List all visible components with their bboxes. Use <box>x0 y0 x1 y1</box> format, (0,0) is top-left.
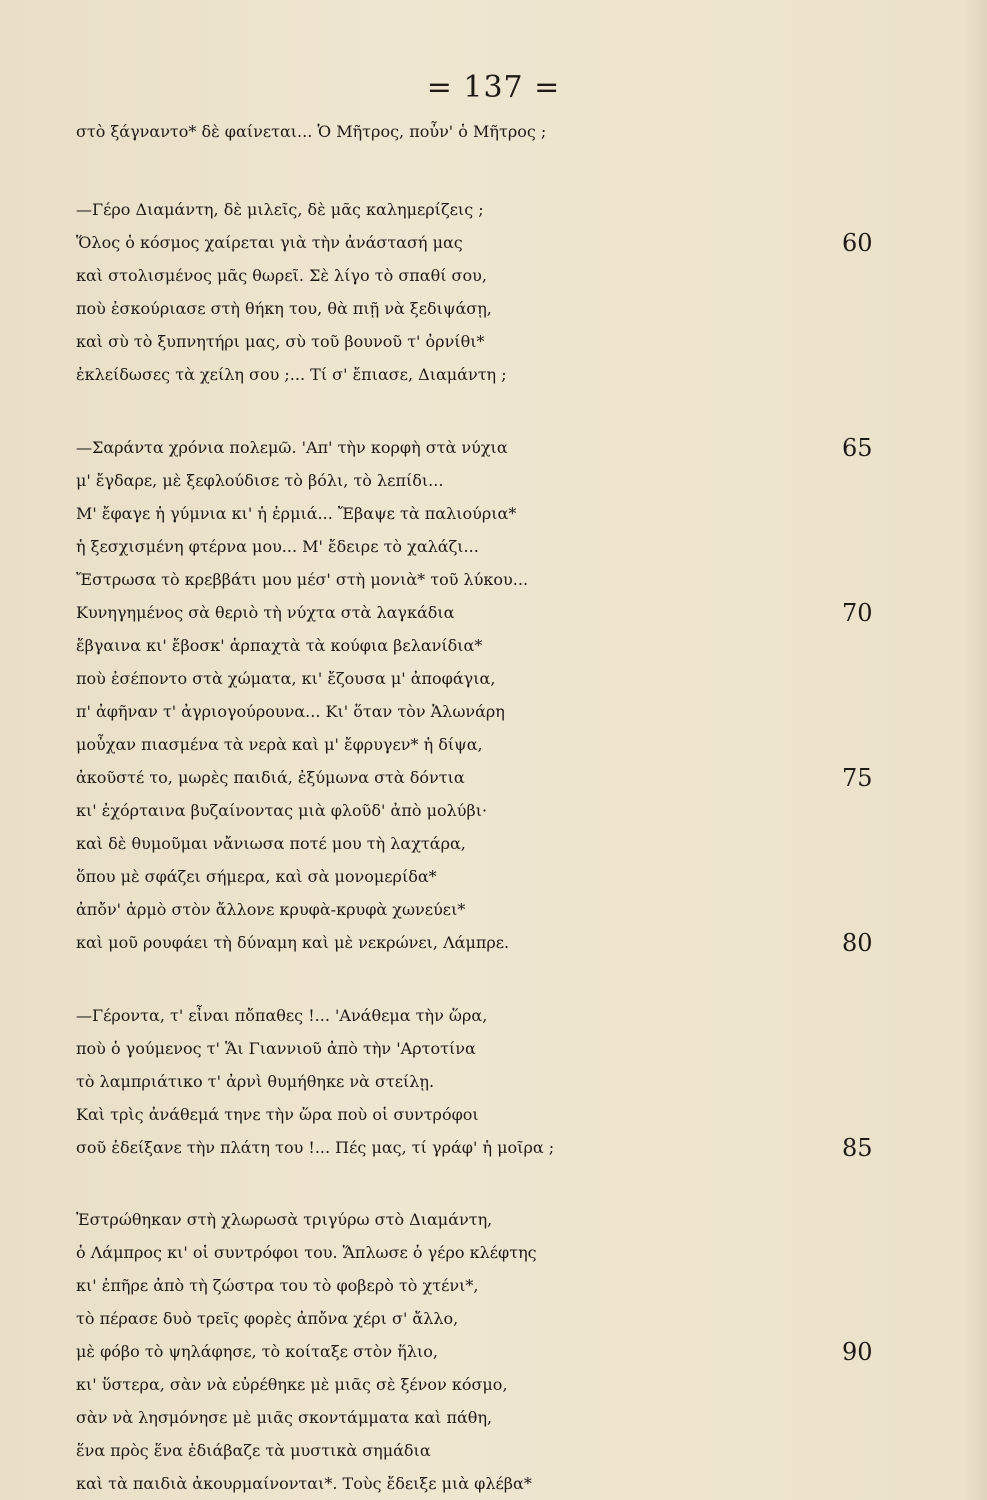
verse-line: σοῦ ἐδείξανε τὴν πλάτη του !... Πές μας, τί γράφ' ἡ μοῖρα ; <box>76 1138 555 1157</box>
verse-line: ἀκοῦστέ το, μωρὲς παιδιά, ἐξύμωνα στὰ δόντια <box>76 768 465 787</box>
verse-line: Ἔστρωσα τὸ κρεββάτι μου μέσ' στὴ μονιὰ* τοῦ λύκου... <box>76 570 529 589</box>
verse-line: κι' ὕστερα, σὰν νὰ εὐρέθηκε μὲ μιᾶς σὲ ξένον κόσμο, <box>76 1375 508 1394</box>
line-number: 85 <box>842 1134 873 1162</box>
line-number: 90 <box>842 1338 873 1366</box>
verse-line: μ' ἔγδαρε, μὲ ξεφλούδισε τὸ βόλι, τὸ λεπίδι... <box>76 471 444 490</box>
verse-line: καὶ τὰ παιδιὰ ἀκουρμαίνονται*. Τοὺς ἔδειξε μιὰ φλέβα* <box>76 1474 532 1493</box>
line-number: 80 <box>842 929 873 957</box>
verse-line: ποὺ ἐσκούριασε στὴ θήκη του, θὰ πιῇ νὰ ξεδιψάσῃ, <box>76 299 492 318</box>
verse-line: Μ' ἔφαγε ἡ γύμνια κι' ἡ ἐρμιά... Ἔβαψε τὰ παλιούρια* <box>76 504 517 523</box>
verse-line: στὸ ξάγναντο* δὲ φαίνεται... Ὁ Μῆτρος, ποὖν' ὁ Μῆτρος ; <box>76 122 547 141</box>
verse-line: ἔβγαινα κι' ἔβοσκ' ἁρπαχτὰ τὰ κούφια βελανίδια* <box>76 636 483 655</box>
line-number: 75 <box>842 764 873 792</box>
verse-line: μοὖχαν πιασμένα τὰ νερὰ καὶ μ' ἔφρυγεν* ἡ δίψα, <box>76 735 483 754</box>
verse-line: τὸ πέρασε δυὸ τρεῖς φορὲς ἀπὄνα χέρι σ' ἄλλο, <box>76 1309 459 1328</box>
line-number: 70 <box>842 599 873 627</box>
verse-line: καὶ μοῦ ρουφάει τὴ δύναμη καὶ μὲ νεκρώνει, Λάμπρε. <box>76 933 510 952</box>
verse-line: καὶ στολισμένος μᾶς θωρεῖ. Σὲ λίγο τὸ σπαθί σου, <box>76 266 487 285</box>
verse-line: ἀπὄν' ἁρμὸ στὸν ἄλλονε κρυφὰ-κρυφὰ χωνεύει* <box>76 900 466 919</box>
verse-line: ποὺ ἐσέποντο στὰ χώματα, κι' ἔζουσα μ' ἀποφάγια, <box>76 669 496 688</box>
verse-line: Ὅλος ὁ κόσμος χαίρεται γιὰ τὴν ἀνάστασή μας <box>76 233 463 252</box>
page-edge-shadow <box>963 0 987 1500</box>
verse-line: ἕνα πρὸς ἕνα ἐδιάβαζε τὰ μυστικὰ σημάδια <box>76 1441 431 1460</box>
verse-line: καὶ σὺ τὸ ξυπνητήρι μας, σὺ τοῦ βουνοῦ τ' ὀρνίθι* <box>76 332 485 351</box>
line-number: 65 <box>842 434 873 462</box>
verse-line: Ἐστρώθηκαν στὴ χλωρωσὰ τριγύρω στὸ Διαμάντη, <box>76 1210 493 1229</box>
verse-line: κι' ἐπῆρε ἀπὸ τὴ ζώστρα του τὸ φοβερὸ τὸ χτένι*, <box>76 1276 479 1295</box>
verse-line: ἡ ξεσχισμένη φτέρνα μου... Μ' ἔδειρε τὸ χαλάζι... <box>76 537 479 556</box>
line-number: 60 <box>842 229 873 257</box>
verse-line: Κυνηγημένος σὰ θεριὸ τὴ νύχτα στὰ λαγκάδια <box>76 603 455 622</box>
verse-line: μὲ φόβο τὸ ψηλάφησε, τὸ κοίταξε στὸν ἥλιο, <box>76 1342 438 1361</box>
verse-line: —Γέρο Διαμάντη, δὲ μιλεῖς, δὲ μᾶς καλημερίζεις ; <box>76 200 484 219</box>
verse-line: καὶ δὲ θυμοῦμαι νἄνιωσα ποτέ μου τὴ λαχτάρα, <box>76 834 466 853</box>
verse-line: ἐκλείδωσες τὰ χείλη σου ;... Τί σ' ἔπιασε, Διαμάντη ; <box>76 365 507 384</box>
verse-line: —Γέροντα, τ' εἶναι πὄπαθες !... 'Ανάθεμα τὴν ὥρα, <box>76 1006 488 1025</box>
verse-line: —Σαράντα χρόνια πολεμῶ. 'Απ' τὴν κορφὴ στὰ νύχια <box>76 438 508 457</box>
verse-line: τὸ λαμπριάτικο τ' ἀρνὶ θυμήθηκε νὰ στείλῃ. <box>76 1072 435 1091</box>
verse-line: π' ἀφῆναν τ' ἀγριογούρουνα... Κι' ὅταν τὸν Ἁλωνάρη <box>76 702 505 721</box>
verse-line: ὅπου μὲ σφάζει σήμερα, καὶ σὰ μονομερίδα* <box>76 867 437 886</box>
page-number: = 137 = <box>426 70 561 105</box>
verse-line: ὁ Λάμπρος κι' οἱ συντρόφοι του. Ἅπλωσε ὁ γέρο κλέφτης <box>76 1243 537 1262</box>
verse-line: σὰν νὰ λησμόνησε μὲ μιᾶς σκοντάμματα καὶ πάθη, <box>76 1408 493 1427</box>
verse-line: ποὺ ὁ γούμενος τ' Ἅι Γιαννιοῦ ἀπὸ τὴν 'Αρτοτίνα <box>76 1039 476 1058</box>
verse-line: Καὶ τρὶς ἀνάθεμά τηνε τὴν ὥρα ποὺ οἱ συντρόφοι <box>76 1105 479 1124</box>
verse-line: κι' ἐχόρταινα βυζαίνοντας μιὰ φλοῦδ' ἀπὸ μολύβι· <box>76 801 488 820</box>
